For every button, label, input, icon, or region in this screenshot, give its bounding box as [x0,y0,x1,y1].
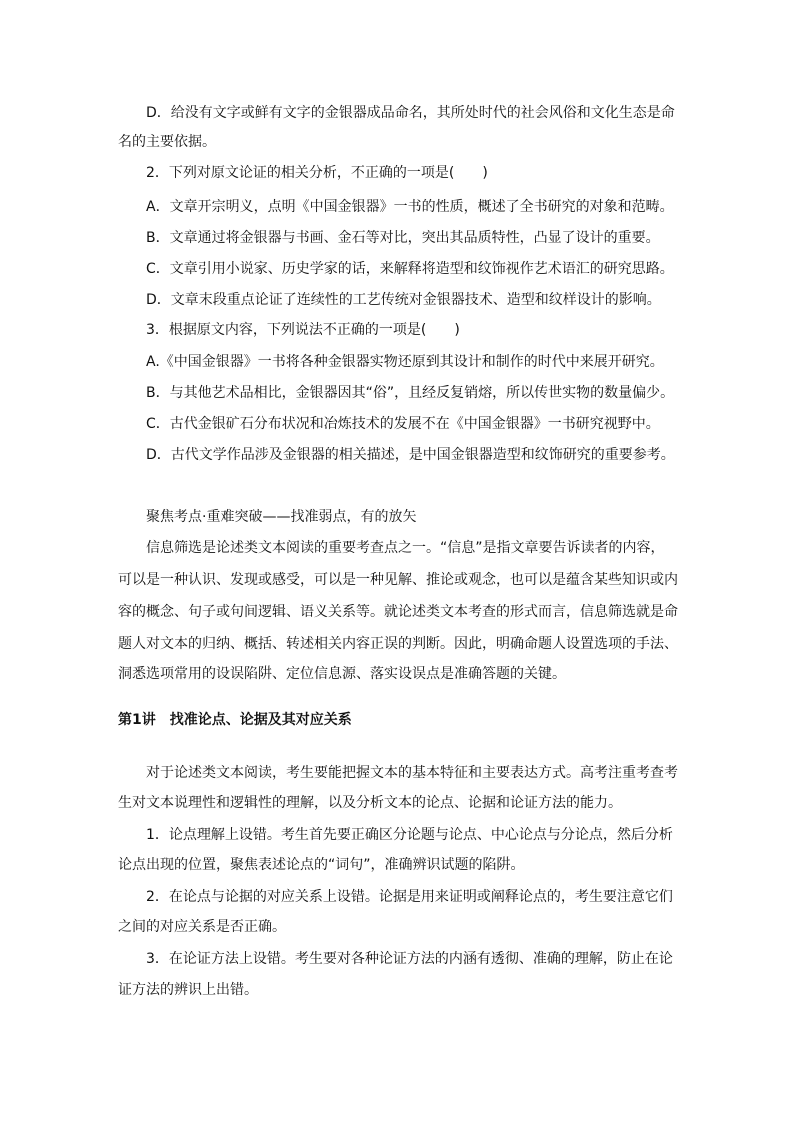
lecture-intro-line: 对于论述类文本阅读，考生要能把握文本的基本特征和主要表达方式。高考注重考查考 [146,765,678,781]
lecture-point2-line: 之间的对应关系是否正确。 [118,919,286,935]
q3-option-a: A.《中国金银器》一书将各种金银器实物还原到其设计和制作的时代中来展开研究。 [146,354,664,370]
q1-option-d-line2: 名的主要依据。 [118,134,216,150]
focus-paragraph-line: 题人对文本的归纳、概括、转述相关内容正误的判断。因此，明确命题人设置选项的手法、 [118,636,678,652]
q3-option-c: C．古代金银矿石分布状况和冶炼技术的发展不在《中国金银器》一书研究视野中。 [146,416,660,432]
lecture-point2-line: 2．在论点与论据的对应关系上设错。论据是用来证明或阐释论点的，考生要注意它们 [146,889,673,905]
lecture-point3-line: 3．在论证方法上设错。考生要对各种论证方法的内涵有透彻、准确的理解，防止在论 [146,951,673,967]
q2-option-d: D．文章末段重点论证了连续性的工艺传统对金银器技术、造型和纹样设计的影响。 [146,292,661,308]
lecture-title: 第1讲 找准论点、论据及其对应关系 [118,712,352,728]
lecture-point3-line: 证方法的辨识上出错。 [118,982,258,998]
q2-option-a: A．文章开宗明义，点明《中国金银器》一书的性质，概述了全书研究的对象和范畴。 [146,199,674,215]
q3-stem: 3．根据原文内容，下列说法不正确的一项是( ) [146,322,460,338]
q2-option-c: C．文章引用小说家、历史学家的话，来解释将造型和纹饰视作艺术语汇的研究思路。 [146,261,674,277]
focus-paragraph-line: 可以是一种认识、发现或感受，可以是一种见解、推论或观念，也可以是蕴含某些知识或内 [118,572,678,588]
lecture-point1-line: 论点出现的位置，聚焦表述论点的“词句”，准确辨识试题的陷阱。 [118,857,525,873]
q2-option-b: B．文章通过将金银器与书画、金石等对比，突出其品质特性，凸显了设计的重要。 [146,230,660,246]
focus-heading: 聚焦考点·重难突破——找准弱点，有的放矢 [146,509,417,525]
q2-stem: 2．下列对原文论证的相关分析，不正确的一项是( ) [146,165,488,181]
focus-paragraph-line: 洞悉选项常用的设误陷阱、定位信息源、落实设误点是准确答题的关键。 [118,666,566,682]
lecture-point1-line: 1．论点理解上设错。考生首先要正确区分论题与论点、中心论点与分论点，然后分析 [146,827,673,843]
focus-paragraph-line: 容的概念、句子或句间逻辑、语义关系等。就论述类文本考查的形式而言，信息筛选就是命 [118,604,678,620]
q3-option-d: D．古代文学作品涉及金银器的相关描述，是中国金银器造型和纹饰研究的重要参考。 [146,447,675,463]
q3-option-b: B．与其他艺术品相比，金银器因其“俗”，且经反复销熔，所以传世实物的数量偏少。 [146,385,675,401]
focus-paragraph-line: 信息筛选是论述类文本阅读的重要考查点之一。“信息”是指文章要告诉读者的内容， [146,540,665,556]
q1-option-d-line1: D．给没有文字或鲜有文字的金银器成品命名，其所处时代的社会风俗和文化生态是命 [146,105,675,121]
lecture-intro-line: 生对文本说理性和逻辑性的理解，以及分析文本的论点、论据和论证方法的能力。 [118,795,622,811]
